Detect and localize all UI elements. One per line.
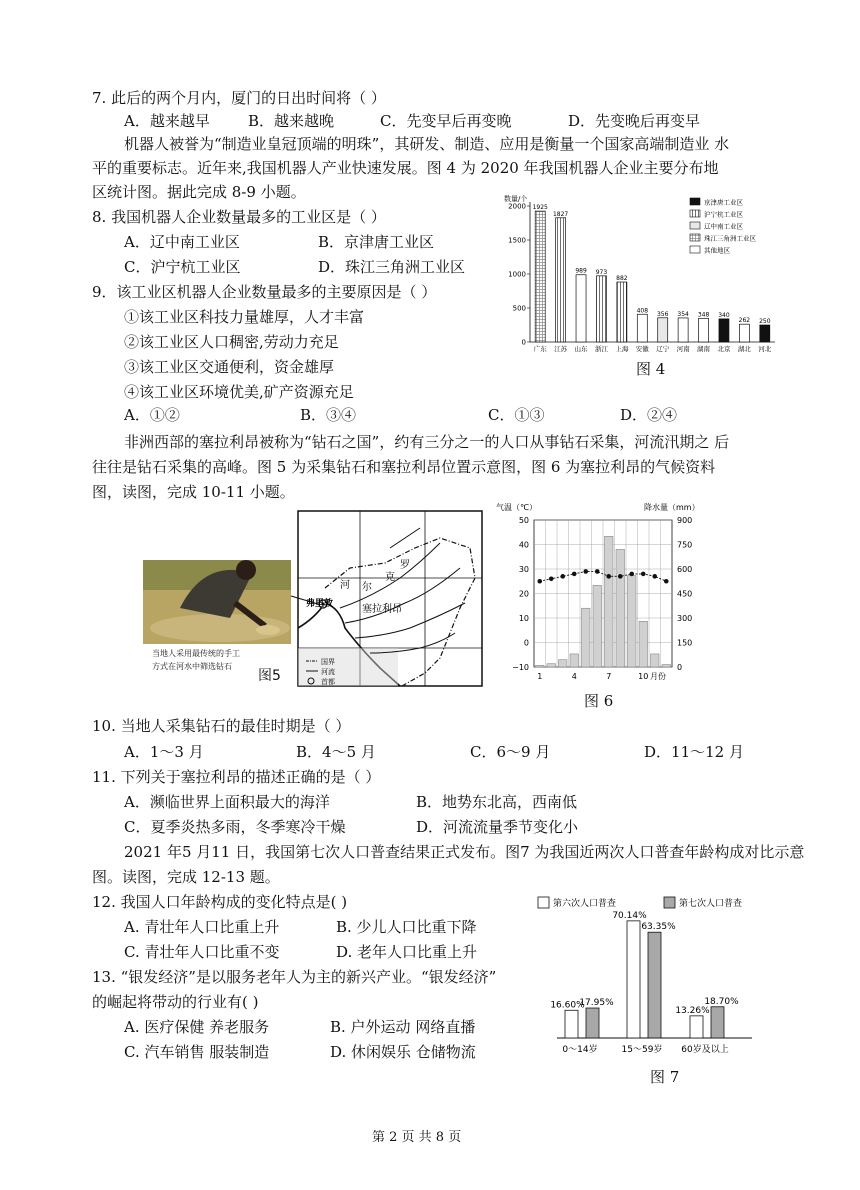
map-label-ke: 克 (385, 572, 395, 583)
fig4-legend-label: 其他地区 (704, 246, 730, 255)
fig4-legend-label: 京津唐工业区 (704, 198, 743, 207)
q9-item-3: ③该工业区交通便利，资金雄厚 (124, 358, 335, 376)
fig6-precip-bar-3 (559, 660, 568, 667)
q8-option-a: A．辽中南工业区 (124, 233, 240, 251)
q10-option-b: B．4～5 月 (296, 743, 376, 761)
fig6-precip-tick-label: 600 (677, 565, 693, 574)
figure-6-caption: 图 6 (584, 692, 614, 710)
fig4-bar-value-label: 882 (616, 275, 628, 283)
q9-item-2: ②该工业区人口稠密,劳动力充足 (124, 333, 339, 351)
passage-1-line-1: 机器人被誉为“制造业皇冠顶端的明珠”，其研发、制造、应用是衡量一个国家高端制造业 水 (124, 135, 730, 153)
question-13-stem-line-2: 的崛起将带动的行业有( ) (92, 993, 259, 1011)
fig4-category-label: 河南 (676, 345, 690, 353)
fig4-legend-label: 辽中南工业区 (704, 222, 743, 231)
fig7-bar-6th-3 (690, 1016, 703, 1038)
fig4-bar-value-label: 262 (738, 317, 751, 325)
fig4-y-tick-label: 1000 (508, 270, 526, 279)
map-legend-capital: 首都 (321, 678, 335, 686)
fig4-category-label: 山东 (574, 345, 588, 353)
fig4-bar-value-label: 989 (575, 267, 587, 275)
question-8-stem: 8. 我国机器人企业数量最多的工业区是（ ） (92, 208, 386, 226)
fig6-temperature-point-10 (641, 572, 646, 577)
q13-option-c: C. 汽车销售 服装制造 (124, 1043, 270, 1061)
q13-option-b: B. 户外运动 网络直播 (330, 1018, 476, 1036)
fig4-category-label: 浙江 (594, 345, 608, 353)
passage-2-line-1: 非洲西部的塞拉利昂被称为“钻石之国”，约有三分之一的人口从事钻石采集，河流汛期之 后 (124, 433, 730, 451)
figure-4-caption: 图 4 (636, 360, 666, 378)
q11-option-b: B．地势东北高，西南低 (416, 793, 578, 811)
q10-option-c: C．6～9 月 (470, 743, 551, 761)
figure-6-climate-chart (494, 500, 710, 688)
fig6-temperature-point-6 (595, 569, 600, 574)
fig6-temp-tick-label: 40 (518, 540, 529, 550)
fig6-temperature-point-9 (629, 572, 634, 577)
fig4-category-label: 河北 (758, 345, 772, 353)
fig6-precip-bar-4 (570, 654, 579, 667)
fig4-bar-8 (678, 318, 688, 342)
fig4-bar-2 (556, 218, 566, 342)
q12-option-b: B. 少儿人口比重下降 (336, 918, 477, 936)
fig6-temperature-point-4 (572, 572, 577, 577)
fig4-bar-value-label: 1925 (532, 204, 548, 212)
fig4-category-label: 辽宁 (656, 345, 670, 353)
passage-1-line-3: 区统计图。据此完成 8-9 小题。 (92, 183, 306, 201)
fig4-category-label: 安徽 (635, 345, 649, 353)
fig6-temperature-point-3 (560, 574, 565, 579)
fig6-temp-tick-label: 50 (518, 516, 529, 525)
fig4-bar-6 (637, 314, 647, 342)
fig7-bar-6th-2 (627, 921, 640, 1038)
map-label-he: 河 (340, 580, 350, 591)
fig6-precip-bar-10 (639, 621, 648, 667)
fig7-category-label: 15～59岁 (621, 1045, 663, 1055)
fig6-precip-bar-6 (593, 585, 602, 667)
fig6-temperature-point-2 (549, 577, 554, 582)
figure-5-caption: 图5 (258, 668, 281, 684)
fig6-precip-bar-2 (547, 664, 556, 667)
fig4-bar-value-label: 348 (697, 311, 710, 319)
fig6-precip-bar-1 (536, 665, 545, 667)
fig4-legend-label: 珠江三角洲工业区 (704, 234, 756, 243)
q11-option-d: D．河流流量季节变化小 (416, 818, 579, 836)
fig4-legend-swatch-jing (690, 198, 700, 205)
map-label-luo: 罗 (400, 560, 410, 571)
q7-option-b: B．越来越晚 (248, 112, 335, 130)
question-11-stem: 11. 下列关于塞拉利昂的描述正确的是（ ） (92, 768, 381, 786)
photo-caption-line-2: 方式在河水中筛选钻石 (152, 662, 232, 671)
fig6-temp-tick-label: 10 (518, 614, 529, 623)
fig7-legend-swatch-7th (664, 897, 675, 908)
fig6-right-title: 降水量（mm） (644, 503, 700, 512)
q8-option-c: C．沪宁杭工业区 (124, 258, 241, 276)
map-legend-border: 国界 (321, 658, 335, 666)
fig4-bar-value-label: 356 (656, 310, 669, 318)
fig4-bar-7 (658, 318, 668, 342)
passage-2-line-3: 图，读图，完成 10-11 小题。 (92, 483, 295, 501)
fig6-temp-tick-label: 20 (518, 589, 529, 599)
fig7-bar-7th-2 (648, 932, 661, 1038)
question-12-stem: 12. 我国人口年龄构成的变化特点是( ) (92, 893, 348, 911)
fig6-x-unit: 月份 (650, 672, 666, 681)
fig7-bar-value-label: 63.35% (641, 922, 676, 933)
q8-option-d: D．珠江三角洲工业区 (318, 258, 466, 276)
q9-option-b: B．③④ (300, 406, 357, 424)
fig6-precip-tick-label: 0 (677, 663, 683, 672)
fig6-precip-bar-11 (651, 654, 660, 667)
fig7-category-label: 60岁及以上 (681, 1045, 729, 1055)
q9-option-a: A．①② (124, 406, 180, 424)
passage-2-line-2: 往往是钻石采集的高峰。图 5 为采集钻石和塞拉利昂位置示意图，图 6 为塞拉利昂的气候资料 (92, 458, 716, 476)
passage-1-line-2: 平的重要标志。近年来,我国机器人产业快速发展。图 4 为 2020 年我国机器人企业主要分布地 (92, 159, 719, 177)
fig6-temperature-point-1 (537, 579, 542, 584)
question-7-stem: 7. 此后的两个月内，厦门的日出时间将（ ） (92, 89, 386, 107)
fig7-bar-7th-1 (586, 1008, 599, 1038)
fig6-precip-bar-7 (605, 536, 614, 667)
fig4-bar-10 (719, 319, 729, 342)
fig6-temperature-point-11 (652, 574, 657, 579)
map-label-freetown: 弗里敦 (306, 599, 334, 609)
fig4-bar-12 (760, 325, 770, 342)
fig4-bar-4 (596, 276, 606, 342)
fig6-precip-bar-9 (628, 576, 637, 667)
map-legend-river: 河流 (321, 668, 335, 676)
figure-5 (140, 508, 485, 688)
fig6-precip-tick-label: 750 (677, 540, 693, 550)
q9-item-4: ④该工业区环境优美,矿产资源充足 (124, 383, 354, 401)
question-10-stem: 10. 当地人采集钻石的最佳时期是（ ） (92, 717, 351, 735)
fig7-bar-value-label: 18.70% (704, 996, 739, 1007)
fig4-category-label: 上海 (615, 345, 629, 353)
fig4-category-label: 广东 (533, 345, 547, 353)
fig6-temp-tick-label: −10 (512, 663, 529, 672)
photo-caption-line-1: 当地人采用最传统的手工 (152, 649, 240, 658)
fig4-y-tick-label: 1500 (508, 236, 526, 245)
fig6-precip-bar-5 (582, 608, 591, 667)
fig6-precip-tick-label: 300 (677, 614, 693, 623)
fig4-y-axis-title: 数量/个 (504, 195, 528, 203)
page-footer: 第 2 页 共 8 页 (372, 1130, 462, 1145)
fig4-y-tick-label: 500 (512, 304, 526, 313)
fig7-bar-6th-1 (565, 1010, 578, 1038)
q12-option-a: A. 青壮年人口比重上升 (124, 918, 280, 936)
fig6-precip-bar-12 (662, 665, 671, 667)
fig4-bar-3 (576, 275, 586, 342)
fig6-left-title: 气温（℃） (496, 503, 537, 512)
fig6-temperature-point-7 (606, 574, 611, 579)
q9-option-d: D．②④ (620, 406, 678, 424)
q9-item-1: ①该工业区科技力量雄厚，人才丰富 (124, 308, 365, 326)
fig4-bar-11 (739, 324, 749, 342)
q9-option-c: C．①③ (488, 406, 545, 424)
q11-option-a: A．濒临世界上面积最大的海洋 (124, 793, 330, 811)
figure-7-bar-chart (532, 893, 790, 1063)
q7-option-a: A．越来越早 (124, 112, 210, 130)
q10-option-d: D．11～12 月 (644, 743, 744, 761)
diamond-digger-photo (143, 560, 291, 644)
fig7-bar-value-label: 17.95% (579, 998, 614, 1009)
q11-option-c: C．夏季炎热多雨，冬季寒冷干燥 (124, 818, 346, 836)
fig6-temp-tick-label: 30 (518, 565, 529, 574)
fig6-temperature-point-8 (618, 574, 623, 579)
fig4-legend-swatch-hu (690, 210, 700, 217)
fig6-temperature-point-12 (664, 579, 669, 584)
fig4-category-label: 湖北 (737, 345, 751, 353)
q7-option-d: D．先变晚后再变早 (568, 112, 701, 130)
fig6-x-tick-label: 7 (606, 672, 612, 681)
map-label-sierra-leone: 塞拉利昂 (362, 604, 402, 615)
q7-option-c: C．先变早后再变晚 (380, 112, 512, 130)
fig4-bar-value-label: 250 (759, 318, 771, 325)
fig7-bar-7th-3 (711, 1007, 724, 1038)
q13-option-d: D. 休闲娱乐 仓储物流 (330, 1043, 476, 1061)
q12-option-c: C. 青壮年人口比重不变 (124, 943, 280, 961)
fig4-legend-swatch-zhu (690, 234, 700, 241)
passage-3-line-1: 2021 年5 月11 日，我国第七次人口普查结果正式发布。图7 为我国近两次人口普查年龄构成对比示意 (124, 843, 805, 861)
fig4-bar-value-label: 1827 (552, 210, 569, 218)
fig4-bar-value-label: 354 (677, 310, 689, 318)
fig7-bar-value-label: 13.26% (675, 1005, 710, 1016)
fig4-bar-9 (699, 318, 709, 342)
fig6-x-tick-label: 4 (571, 672, 577, 681)
q12-option-d: D. 老年人口比重上升 (336, 943, 478, 961)
fig4-bar-value-label: 408 (636, 307, 649, 315)
fig4-category-label: 江苏 (554, 345, 568, 353)
fig4-y-tick-label: 0 (521, 338, 526, 347)
fig6-x-tick-label: 1 (537, 672, 543, 681)
figure-4-bar-chart (500, 192, 785, 357)
fig7-bar-value-label: 70.14% (612, 910, 647, 921)
fig7-legend-label-7th: 第七次人口普查 (679, 899, 743, 909)
fig4-legend-swatch-other (690, 246, 700, 253)
fig7-bar-value-label: 16.60% (550, 1000, 585, 1011)
fig4-bar-value-label: 973 (595, 268, 608, 276)
q10-option-a: A．1～3 月 (124, 743, 204, 761)
passage-3-line-2: 图。读图，完成 12-13 题。 (92, 868, 280, 886)
fig6-precip-bar-8 (616, 549, 625, 667)
figure-7-caption: 图 7 (650, 1068, 680, 1086)
question-13-stem-line-1: 13. “银发经济”是以服务老年人为主的新兴产业。“银发经济” (92, 968, 497, 986)
fig6-temperature-point-5 (583, 569, 588, 574)
fig4-legend-label: 沪宁杭工业区 (704, 210, 743, 219)
fig4-category-label: 湖南 (697, 345, 711, 353)
fig4-legend-swatch-liao (690, 222, 700, 229)
q8-option-b: B．京津唐工业区 (318, 233, 435, 251)
fig4-category-label: 北京 (717, 345, 731, 353)
fig7-legend-swatch-6th (538, 897, 549, 908)
fig6-temp-tick-label: 0 (523, 638, 529, 648)
fig6-precip-tick-label: 450 (677, 589, 693, 599)
fig4-y-tick-label: 2000 (508, 202, 526, 211)
fig7-legend-label-6th: 第六次人口普查 (553, 899, 617, 909)
sierra-leone-map (291, 511, 482, 686)
q13-option-a: A. 医疗保健 养老服务 (124, 1018, 270, 1036)
fig6-precip-tick-label: 900 (677, 516, 693, 525)
fig4-bar-5 (617, 282, 627, 342)
fig6-x-tick-label: 10 (638, 672, 649, 681)
fig4-bar-value-label: 340 (718, 311, 730, 319)
fig4-bar-1 (535, 211, 545, 342)
map-label-er: 尔 (362, 582, 372, 593)
fig6-precip-tick-label: 150 (677, 638, 693, 648)
question-9-stem: 9．该工业区机器人企业数量最多的主要原因是（ ） (92, 283, 437, 301)
fig7-category-label: 0～14岁 (562, 1045, 598, 1055)
